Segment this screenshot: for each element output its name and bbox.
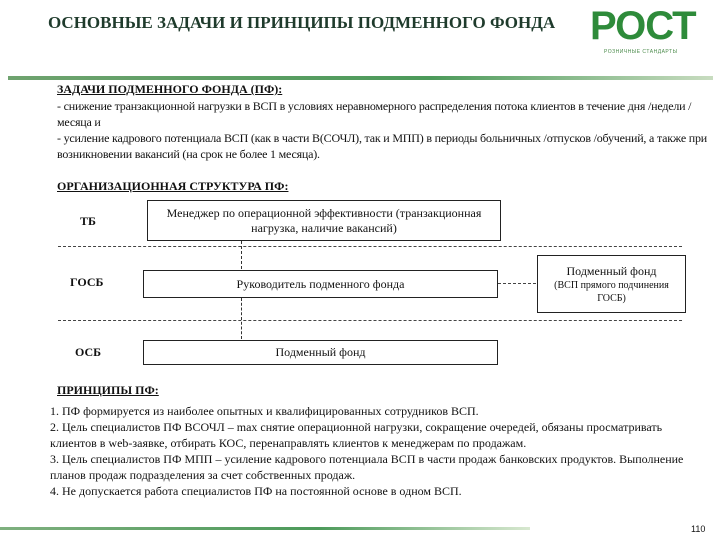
structure-heading: ОРГАНИЗАЦИОННАЯ СТРУКТУРА ПФ: [57, 179, 289, 193]
manager-box: Менеджер по операционной эффективности (транзакционная нагрузка, наличие вакансий) [147, 200, 501, 241]
footer-divider [0, 527, 530, 530]
logo-subtitle: РОЗНИЧНЫЕ СТАНДАРТЫ [604, 49, 678, 55]
principles-heading: ПРИНЦИПЫ ПФ: [57, 383, 159, 397]
task-item: - снижение транзакционной нагрузки в ВСП в условиях неравномерного распределения потока клиентов в течение дня /недели /месяца и [57, 99, 692, 129]
arrow-down [241, 241, 242, 269]
fund-box: Подменный фонд [143, 340, 498, 365]
rost-logo [590, 6, 714, 56]
principle-item: 3. Цель специалистов ПФ МПП – усиление кадрового потенциала ВСП в части продаж банковских продуктов. Выполнение планов продаж подразделения за счет собственных продаж. [50, 452, 684, 482]
principle-item: 4. Не допускается работа специалистов ПФ на постоянной основе в одном ВСП. [50, 484, 462, 498]
task-item: - усиление кадрового потенциала ВСП (как в части В(СОЧЛ), так и МПП) в периоды больничных /отпусков /обучений, а также при возникновении вакансий (на срок не более 1 месяца). [57, 131, 707, 161]
level-divider [58, 246, 682, 247]
tasks-list [57, 98, 712, 176]
level-divider [58, 320, 682, 321]
page-number: 110 [691, 524, 706, 534]
level-gosb: ГОСБ [70, 275, 104, 289]
side-fund-box [537, 255, 686, 313]
head-box: Руководитель подменного фонда [143, 270, 498, 298]
principles-list [50, 403, 686, 499]
slide-title: ОСНОВНЫЕ ЗАДАЧИ И ПРИНЦИПЫ ПОДМЕННОГО ФОНДА [48, 13, 556, 32]
principle-item: 2. Цель специалистов ПФ ВСОЧЛ – max снятие операционной нагрузки, сокращение очередей, обязаны просматривать клиентов в web-заявке, отбирать КОС, перенаправлять клиентов к менеджерам по продажам. [50, 420, 663, 450]
principle-item: 1. ПФ формируется из наиболее опытных и квалифицированных сотрудников ВСП. [50, 404, 479, 418]
arrow-right [498, 283, 536, 284]
side-fund-title: Подменный фонд [566, 263, 657, 278]
level-osb: ОСБ [75, 345, 102, 359]
tasks-heading: ЗАДАЧИ ПОДМЕННОГО ФОНДА (ПФ): [57, 82, 283, 96]
side-fund-sub: (ВСП прямого подчинения ГОСБ) [554, 279, 669, 304]
header-divider [8, 76, 713, 80]
logo-word: РОСТ [590, 4, 696, 48]
level-tb: ТБ [80, 214, 96, 228]
arrow-down [241, 298, 242, 339]
